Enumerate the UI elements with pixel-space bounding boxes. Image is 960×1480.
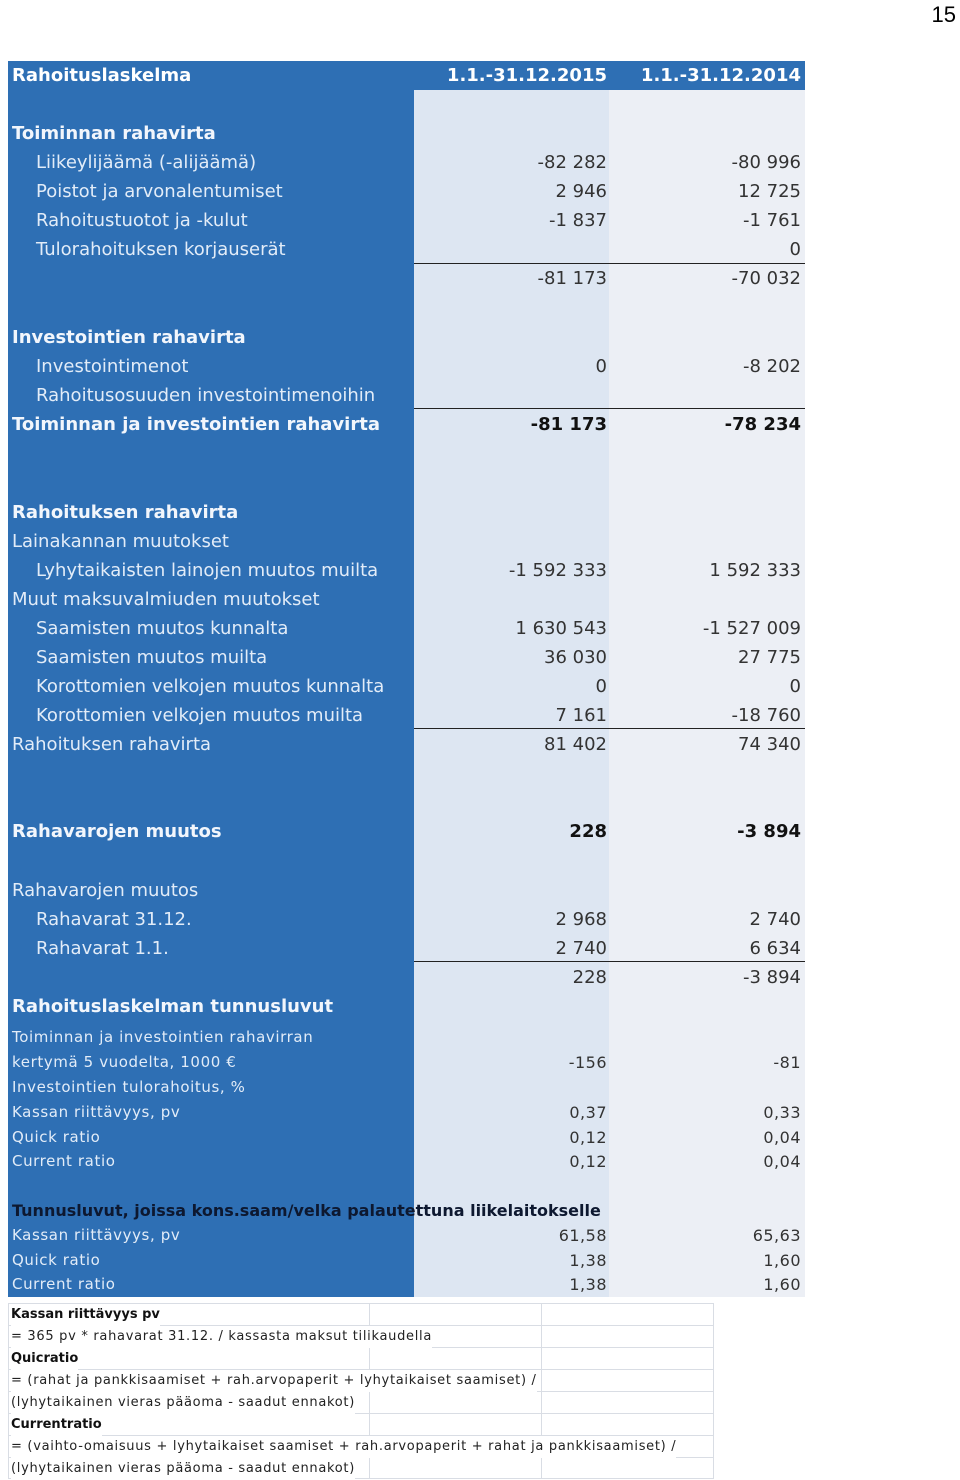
row-label: Rahavarat 31.12. xyxy=(36,909,192,930)
value-2015: 36 030 xyxy=(544,647,607,668)
table-row xyxy=(8,905,805,934)
section-heading-investing xyxy=(8,323,805,352)
value-2015: 2 740 xyxy=(555,938,607,959)
value-2014: -80 996 xyxy=(731,152,801,173)
value-2014: 0,04 xyxy=(763,1128,801,1147)
table-row xyxy=(8,876,805,905)
table-row xyxy=(8,614,805,643)
section-heading-operating xyxy=(8,119,805,148)
row-label: Lainakannan muutokset xyxy=(12,531,229,552)
row-label: Rahoituksen rahavirta xyxy=(12,502,239,523)
table-row xyxy=(8,672,805,701)
row-label: Kassan riittävyys, pv xyxy=(12,1226,181,1244)
row-label: Quick ratio xyxy=(12,1251,101,1269)
value-2014: -1 527 009 xyxy=(702,618,801,639)
note-formula: = (rahat ja pankkisaamiset + rah.arvopaperit + lyhytaikaiset saamiset) / xyxy=(11,1370,537,1392)
row-label: Tulorahoituksen korjauserät xyxy=(36,239,286,260)
ratio-row xyxy=(8,1149,805,1174)
row-label: Saamisten muutos kunnalta xyxy=(36,618,289,639)
value-2015: 2 946 xyxy=(555,181,607,202)
value-2014: 1,60 xyxy=(763,1251,801,1270)
value-2015: 228 xyxy=(569,821,607,842)
column-header-2015: 1.1.-31.12.2015 xyxy=(446,65,607,86)
value-2014: -3 894 xyxy=(737,821,801,842)
total-row xyxy=(8,817,805,846)
adjusted-ratios-heading xyxy=(8,1198,805,1223)
total-row xyxy=(8,410,805,439)
table-row xyxy=(8,556,805,585)
value-2014: -3 894 xyxy=(742,967,801,988)
note-formula: = (vaihto-omaisuus + lyhytaikaiset saamiset + rah.arvopaperit + rahat ja pankkisaamiset) / xyxy=(11,1436,676,1458)
note-heading: Quicratio xyxy=(11,1348,78,1370)
value-2014: 0 xyxy=(789,239,801,260)
value-2014: 27 775 xyxy=(738,647,801,668)
row-label: Kassan riittävyys, pv xyxy=(12,1103,181,1121)
ratio-row xyxy=(8,1050,805,1075)
statement-title: Rahoituslaskelma xyxy=(12,65,192,86)
value-2014: -81 xyxy=(773,1053,801,1072)
row-label: Rahoitusosuuden investointimenoihin xyxy=(36,385,376,406)
ratio-row xyxy=(8,1100,805,1125)
ratio-row xyxy=(8,1125,805,1150)
value-2015: -1 837 xyxy=(548,210,607,231)
value-2014: -1 761 xyxy=(742,210,801,231)
value-2015: 0,37 xyxy=(569,1103,607,1122)
ratio-row xyxy=(8,1075,805,1100)
value-2015: 7 161 xyxy=(555,705,607,726)
row-label: Toiminnan rahavirta xyxy=(12,123,216,144)
value-2014: -70 032 xyxy=(731,268,801,289)
subtotal-row xyxy=(8,730,805,759)
row-label: Investointien tulorahoitus, % xyxy=(12,1078,246,1096)
row-label: Investointimenot xyxy=(36,356,189,377)
subtotal-rule xyxy=(414,408,805,409)
value-2014: -8 202 xyxy=(742,356,801,377)
value-2015: 0,12 xyxy=(569,1152,607,1171)
row-label: Quick ratio xyxy=(12,1128,101,1146)
row-label: Toiminnan ja investointien rahavirta xyxy=(12,414,380,435)
column-header-2014: 1.1.-31.12.2014 xyxy=(640,65,801,86)
subtotal-row xyxy=(8,963,805,992)
formula-notes xyxy=(8,1303,714,1479)
ratio-row xyxy=(8,1025,805,1050)
table-row xyxy=(8,934,805,963)
row-label: Rahoitustuotot ja -kulut xyxy=(36,210,248,231)
value-2015: 0 xyxy=(595,356,607,377)
value-2014: 1 592 333 xyxy=(709,560,801,581)
row-label: Rahavarojen muutos xyxy=(12,821,222,842)
value-2015: 81 402 xyxy=(544,734,607,755)
table-row xyxy=(8,235,805,264)
table-row xyxy=(8,701,805,730)
value-2015: -156 xyxy=(568,1053,607,1072)
row-label: Investointien rahavirta xyxy=(12,327,246,348)
row-label: Liikeylijäämä (-alijäämä) xyxy=(36,152,257,173)
value-2015: -81 173 xyxy=(530,414,607,435)
value-2015: -82 282 xyxy=(537,152,607,173)
row-label: Rahavarat 1.1. xyxy=(36,938,169,959)
row-label: kertymä 5 vuodelta, 1000 € xyxy=(12,1053,237,1071)
row-label: Korottomien velkojen muutos kunnalta xyxy=(36,676,385,697)
table-header xyxy=(8,61,805,90)
note-heading: Kassan riittävyys pv xyxy=(11,1304,160,1326)
value-2015: 228 xyxy=(572,967,607,988)
value-2015: 61,58 xyxy=(558,1226,607,1245)
ratio-row xyxy=(8,1272,805,1297)
note-formula: = 365 pv * rahavarat 31.12. / kassasta maksut tilikaudella xyxy=(11,1326,432,1348)
row-label: Muut maksuvalmiuden muutokset xyxy=(12,589,320,610)
row-label: Rahoituslaskelman tunnusluvut xyxy=(12,996,334,1017)
value-2015: 2 968 xyxy=(555,909,607,930)
row-label: Current ratio xyxy=(12,1152,116,1170)
table-row xyxy=(8,527,805,556)
subtotal-row xyxy=(8,264,805,293)
section-heading-financing xyxy=(8,498,805,527)
value-2014: -78 234 xyxy=(724,414,801,435)
value-2015: 1,38 xyxy=(569,1251,607,1270)
subtotal-rule xyxy=(414,728,805,729)
note-heading: Currentratio xyxy=(11,1414,102,1436)
page-number: 15 xyxy=(931,2,956,27)
table-row xyxy=(8,643,805,672)
value-2014: 12 725 xyxy=(738,181,801,202)
value-2014: 0 xyxy=(789,676,801,697)
row-label: Rahoituksen rahavirta xyxy=(12,734,212,755)
value-2015: 1 630 543 xyxy=(515,618,607,639)
subtotal-rule xyxy=(414,961,805,962)
row-label: Lyhytaikaisten lainojen muutos muilta xyxy=(36,560,379,581)
ratio-row xyxy=(8,1223,805,1248)
row-label: Current ratio xyxy=(12,1275,116,1293)
value-2015: 0 xyxy=(595,676,607,697)
ratio-row xyxy=(8,1248,805,1273)
value-2015: 1,38 xyxy=(569,1275,607,1294)
row-label: Saamisten muutos muilta xyxy=(36,647,268,668)
row-label: Tunnusluvut, joissa kons.saam/velka palautettuna liikelaitokselle xyxy=(12,1201,601,1220)
table-row xyxy=(8,381,805,410)
cash-flow-statement xyxy=(8,61,805,1297)
value-2014: 74 340 xyxy=(738,734,801,755)
value-2015: -81 173 xyxy=(537,268,607,289)
table-row xyxy=(8,352,805,381)
table-row xyxy=(8,585,805,614)
value-2014: -18 760 xyxy=(731,705,801,726)
value-2014: 0,33 xyxy=(763,1103,801,1122)
value-2014: 1,60 xyxy=(763,1275,801,1294)
value-2015: -1 592 333 xyxy=(508,560,607,581)
row-label: Korottomien velkojen muutos muilta xyxy=(36,705,364,726)
note-formula: (lyhytaikainen vieras pääoma - saadut ennakot) xyxy=(11,1392,355,1414)
table-row xyxy=(8,177,805,206)
row-label: Poistot ja arvonalentumiset xyxy=(36,181,283,202)
value-2014: 6 634 xyxy=(749,938,801,959)
row-label: Toiminnan ja investointien rahavirran xyxy=(12,1028,314,1046)
row-label: Rahavarojen muutos xyxy=(12,880,199,901)
value-2014: 0,04 xyxy=(763,1152,801,1171)
table-row xyxy=(8,148,805,177)
value-2014: 65,63 xyxy=(752,1226,801,1245)
table-row xyxy=(8,206,805,235)
note-formula: (lyhytaikainen vieras pääoma - saadut ennakot) xyxy=(11,1458,355,1480)
value-2015: 0,12 xyxy=(569,1128,607,1147)
section-heading-ratios xyxy=(8,992,805,1021)
value-2014: 2 740 xyxy=(749,909,801,930)
